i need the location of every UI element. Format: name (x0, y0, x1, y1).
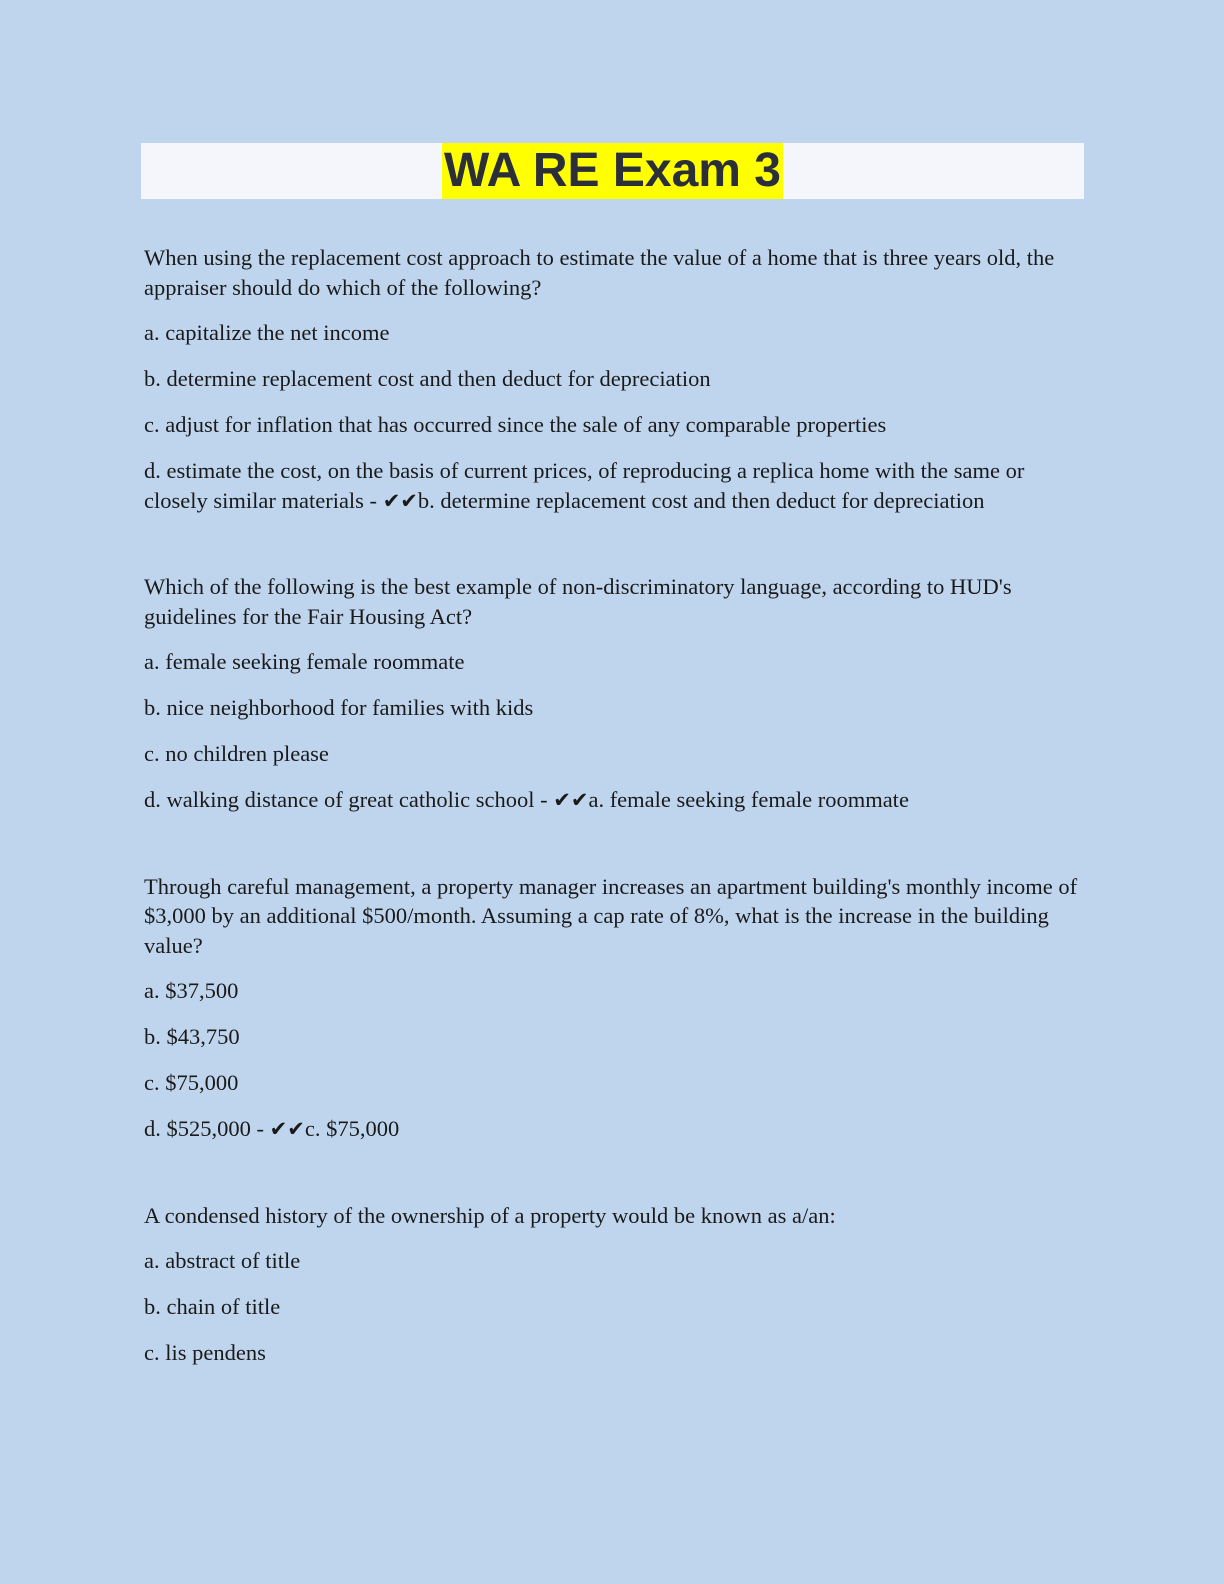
double-check-icon: ✔✔ (269, 1117, 305, 1141)
option-a: a. $37,500 (144, 978, 239, 1003)
option-d: d. estimate the cost, on the basis of current prices, of reproducing a replica home with the same or closely similar materials - (144, 458, 1025, 513)
correct-answer: a. female seeking female roommate (588, 787, 909, 812)
option-d-with-answer (144, 456, 1086, 516)
document-body (144, 243, 1086, 1424)
option-c: c. adjust for inflation that has occurred since the sale of any comparable properties (144, 412, 887, 437)
double-check-icon: ✔✔ (553, 788, 589, 812)
option-b: b. determine replacement cost and then deduct for depreciation (144, 366, 711, 391)
document-title: WA RE Exam 3 (443, 144, 781, 197)
correct-answer: c. $75,000 (304, 1116, 400, 1141)
double-check-icon: ✔✔ (382, 488, 418, 513)
option-d-with-answer (144, 1114, 1086, 1145)
question-text: When using the replacement cost approach to estimate the value of a home that is three years old, the appraiser should do which of the following? (144, 245, 1055, 300)
option-d: d. $525,000 - (144, 1116, 270, 1141)
question-text: Through careful management, a property manager increases an apartment building's monthly income of $3,000 by an additional $500/month. Assuming a cap rate of 8%, what is the increase in the building value? (144, 873, 1078, 958)
option-d: d. walking distance of great catholic school - (144, 787, 554, 812)
option-c: c. $75,000 (144, 1070, 239, 1095)
question-1 (144, 243, 1086, 516)
option-b: b. $43,750 (144, 1024, 240, 1049)
option-c: c. no children please (144, 741, 329, 766)
question-4 (144, 1201, 1086, 1368)
question-3 (144, 872, 1086, 1145)
option-c: c. lis pendens (144, 1340, 266, 1365)
option-a: a. female seeking female roommate (144, 649, 465, 674)
question-text: A condensed history of the ownership of a property would be known as a/an: (144, 1202, 836, 1228)
question-text: Which of the following is the best example of non-discriminatory language, according to HUD's guidelines for the Fair Housing Act? (144, 574, 1012, 629)
option-a: a. capitalize the net income (144, 320, 390, 345)
title-banner (141, 143, 1084, 199)
option-a: a. abstract of title (144, 1248, 301, 1273)
option-b: b. nice neighborhood for families with kids (144, 695, 534, 720)
option-b: b. chain of title (144, 1294, 281, 1319)
correct-answer: b. determine replacement cost and then deduct for depreciation (417, 487, 985, 513)
question-2 (144, 572, 1086, 816)
option-d-with-answer (144, 785, 1086, 816)
